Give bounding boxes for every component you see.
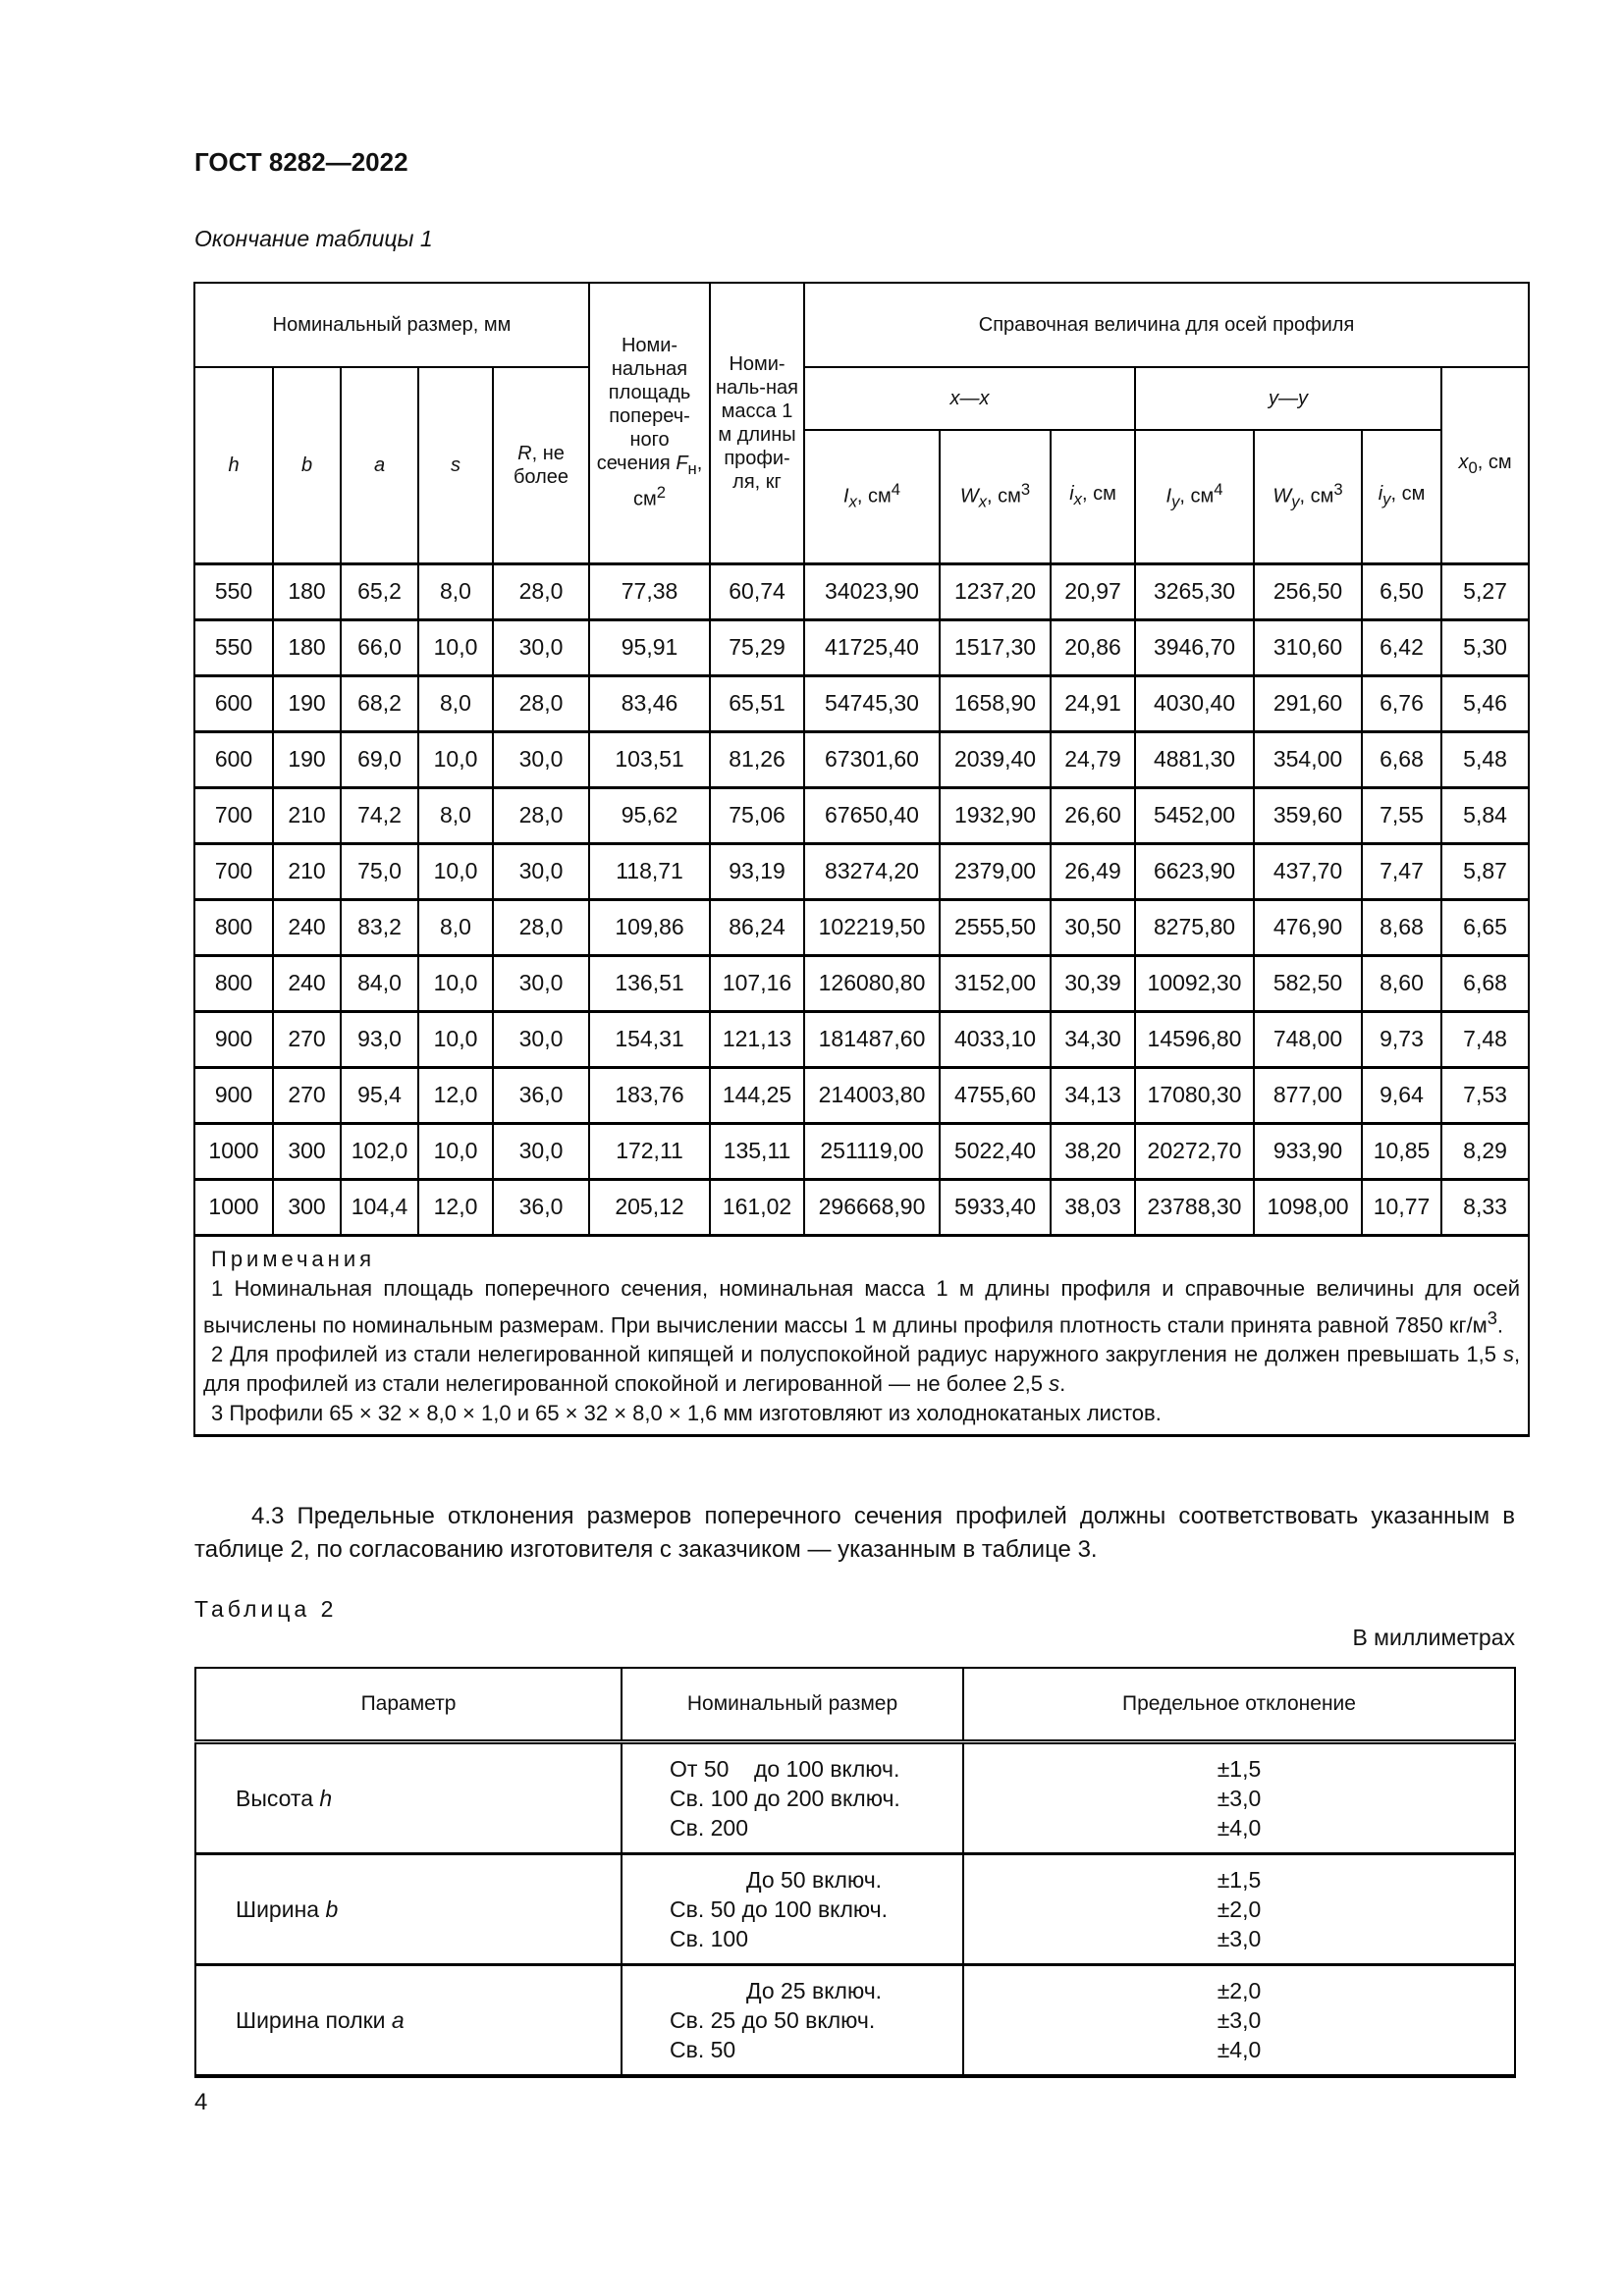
deviation-value: ±3,0 [1217, 1926, 1262, 1951]
table-cell: 256,50 [1254, 563, 1362, 619]
deviation-value: ±3,0 [1217, 1786, 1262, 1811]
table-cell: 10092,30 [1135, 955, 1254, 1011]
table-cell: 1932,90 [940, 787, 1051, 843]
deviation-value: ±3,0 [1217, 2007, 1262, 2033]
table-cell: 154,31 [589, 1011, 710, 1067]
table-row [194, 563, 1529, 619]
table-cell: 36,0 [493, 1179, 589, 1235]
deviation-cell [963, 1965, 1515, 2077]
header-Iy: $I_y$, $см^4$ [1135, 430, 1254, 563]
table-cell: 205,12 [589, 1179, 710, 1235]
R-symbol: R [517, 442, 532, 464]
table-cell: 136,51 [589, 955, 710, 1011]
table-cell: 20,97 [1051, 563, 1135, 619]
table-cell: 359,60 [1254, 787, 1362, 843]
table-cell: 34,30 [1051, 1011, 1135, 1067]
table-cell: 190 [273, 675, 341, 731]
table-cell: 67301,60 [804, 731, 940, 787]
table-cell: 8,0 [418, 899, 493, 955]
table-cell: 5452,00 [1135, 787, 1254, 843]
table-cell: 69,0 [341, 731, 418, 787]
table-row [194, 1067, 1529, 1123]
area-symbol: F [676, 453, 688, 475]
table-cell: 5,27 [1441, 563, 1529, 619]
table-cell: 5,48 [1441, 731, 1529, 787]
table-cell: 77,38 [589, 563, 710, 619]
table-cell: 210 [273, 787, 341, 843]
table-cell: 30,39 [1051, 955, 1135, 1011]
header-a: a [373, 454, 386, 476]
deviation-value: ±4,0 [1217, 2037, 1262, 2062]
table-cell: 270 [273, 1011, 341, 1067]
table-cell: 310,60 [1254, 619, 1362, 675]
table-cell: 95,62 [589, 787, 710, 843]
size-range: Св. 200 [670, 1815, 748, 1841]
size-range: Св. 100 [670, 1926, 748, 1951]
header-nominal-size: Номинальный размер, мм [194, 283, 589, 367]
table-cell: 8,60 [1362, 955, 1441, 1011]
table-cell: 28,0 [493, 787, 589, 843]
size-range: Св. 50 до 100 включ. [670, 1896, 889, 1922]
table-cell: 270 [273, 1067, 341, 1123]
table-row [194, 1179, 1529, 1235]
table-cell: 10,0 [418, 731, 493, 787]
parameter-cell [195, 1965, 622, 2077]
table-cell: 74,2 [341, 787, 418, 843]
table-cell: 34023,90 [804, 563, 940, 619]
table-cell: 6,50 [1362, 563, 1441, 619]
table-cell: 54745,30 [804, 675, 940, 731]
table-cell: 30,0 [493, 843, 589, 899]
table-cell: 28,0 [493, 563, 589, 619]
table-row [194, 1123, 1529, 1179]
table-cell: 93,0 [341, 1011, 418, 1067]
parameter-symbol: b [325, 1896, 339, 1922]
table-cell: 5,84 [1441, 787, 1529, 843]
table-cell: 9,73 [1362, 1011, 1441, 1067]
table-cell: 8,29 [1441, 1123, 1529, 1179]
table-cell: 30,0 [493, 619, 589, 675]
deviation-value: ±2,0 [1217, 1896, 1262, 1922]
table-row [194, 843, 1529, 899]
table-cell: 30,50 [1051, 899, 1135, 955]
table-cell: 144,25 [710, 1067, 804, 1123]
area-pow: 2 [656, 483, 667, 503]
size-range: До 25 включ. [746, 1978, 883, 2003]
table-cell: 65,2 [341, 563, 418, 619]
table-cell: 38,20 [1051, 1123, 1135, 1179]
table-cell: 6,68 [1441, 955, 1529, 1011]
table-cell: 240 [273, 955, 341, 1011]
size-range: До 50 включ. [746, 1867, 883, 1893]
table-cell: 26,60 [1051, 787, 1135, 843]
table-cell: 251119,00 [804, 1123, 940, 1179]
table-cell: 354,00 [1254, 731, 1362, 787]
table-cell: 68,2 [341, 675, 418, 731]
table-cell: 161,02 [710, 1179, 804, 1235]
table-cell: 476,90 [1254, 899, 1362, 955]
table-row [195, 1742, 1515, 1854]
table-cell: 437,70 [1254, 843, 1362, 899]
table-cell: 296668,90 [804, 1179, 940, 1235]
table-row [194, 1011, 1529, 1067]
table-cell: 800 [194, 899, 273, 955]
header-mass: Номи-наль-ная масса 1 м длины профи-ля, кг [710, 283, 804, 563]
table-cell: 107,16 [710, 955, 804, 1011]
table-cell: 30,0 [493, 1123, 589, 1179]
table-cell: 118,71 [589, 843, 710, 899]
table-cell: 6623,90 [1135, 843, 1254, 899]
table-cell: 12,0 [418, 1067, 493, 1123]
header-area [589, 283, 710, 563]
table-cell: 8275,80 [1135, 899, 1254, 955]
document-header: ГОСТ 8282—2022 [194, 147, 408, 177]
header-Ix: $I_x$, $см^4$ [804, 430, 940, 563]
table-row [194, 955, 1529, 1011]
table-cell: 95,91 [589, 619, 710, 675]
table-cell: 83274,20 [804, 843, 940, 899]
table-cell: 10,0 [418, 955, 493, 1011]
table-cell: 14596,80 [1135, 1011, 1254, 1067]
header-Wy: $W_y$, $см^3$ [1254, 430, 1362, 563]
table-cell: 23788,30 [1135, 1179, 1254, 1235]
table-cell: 36,0 [493, 1067, 589, 1123]
table-cell: 1000 [194, 1123, 273, 1179]
table-cell: 104,4 [341, 1179, 418, 1235]
table-continuation-caption: Окончание таблицы 1 [194, 226, 433, 251]
area-sub: н [687, 459, 697, 479]
header-axis-xx: x—x [949, 388, 990, 409]
table-cell: 66,0 [341, 619, 418, 675]
table-cell: 300 [273, 1179, 341, 1235]
header-area-text: Номи-нальная площадь попереч-ного сечения [596, 335, 691, 475]
table-cell: 109,86 [589, 899, 710, 955]
table-row [194, 899, 1529, 955]
table-cell: 2555,50 [940, 899, 1051, 955]
header-s: s [451, 454, 460, 476]
table-cell: 183,76 [589, 1067, 710, 1123]
table-cell: 1517,30 [940, 619, 1051, 675]
table-cell: 3265,30 [1135, 563, 1254, 619]
table-cell: 1237,20 [940, 563, 1051, 619]
table-cell: 5022,40 [940, 1123, 1051, 1179]
table-cell: 30,0 [493, 955, 589, 1011]
table-cell: 24,79 [1051, 731, 1135, 787]
header-Wx: $W_x$, $см^3$ [940, 430, 1051, 563]
table-cell: 81,26 [710, 731, 804, 787]
table-cell: 7,53 [1441, 1067, 1529, 1123]
table-cell: 181487,60 [804, 1011, 940, 1067]
table-cell: 12,0 [418, 1179, 493, 1235]
table-cell: 30,0 [493, 731, 589, 787]
table-cell: 28,0 [493, 899, 589, 955]
table-cell: 34,13 [1051, 1067, 1135, 1123]
table-cell: 5,46 [1441, 675, 1529, 731]
table-cell: 6,42 [1362, 619, 1441, 675]
table-cell: 2039,40 [940, 731, 1051, 787]
parameter-name: Ширина полки [236, 2007, 392, 2033]
table-cell: 300 [273, 1123, 341, 1179]
table-cell: 4755,60 [940, 1067, 1051, 1123]
table-cell: 126080,80 [804, 955, 940, 1011]
table-cell: 26,49 [1051, 843, 1135, 899]
table-cell: 8,33 [1441, 1179, 1529, 1235]
deviation-value: ±1,5 [1217, 1756, 1262, 1782]
page-number: 4 [194, 2089, 208, 2115]
deviation-value: ±1,5 [1217, 1867, 1262, 1893]
parameter-symbol: a [391, 2007, 405, 2033]
table-cell: 600 [194, 675, 273, 731]
header-b: b [300, 454, 313, 476]
table-cell: 4030,40 [1135, 675, 1254, 731]
table-cell: 1098,00 [1254, 1179, 1362, 1235]
table-2-label: Таблица 2 [194, 1596, 338, 1622]
table-row [195, 1854, 1515, 1965]
deviation-cell [963, 1742, 1515, 1854]
table-row [195, 1965, 1515, 2077]
note-3: 3 Профили 65 × 32 × 8,0 × 1,0 и 65 × 32 × 8,0 × 1,6 мм изготовляют из холоднокатаных листов. [211, 1400, 1162, 1425]
deviation-value: ±4,0 [1217, 1815, 1262, 1841]
table-cell: 75,0 [341, 843, 418, 899]
header-parameter: Параметр [195, 1668, 622, 1742]
table-cell: 103,51 [589, 731, 710, 787]
table-cell: 6,76 [1362, 675, 1441, 731]
table-cell: 700 [194, 787, 273, 843]
table-cell: 60,74 [710, 563, 804, 619]
table-cell: 10,0 [418, 843, 493, 899]
table-cell: 135,11 [710, 1123, 804, 1179]
table-cell: 877,00 [1254, 1067, 1362, 1123]
size-range: Св. 25 до 50 включ. [670, 2007, 876, 2033]
table-cell: 121,13 [710, 1011, 804, 1067]
table-cell: 210 [273, 843, 341, 899]
parameter-name: Высота [236, 1786, 320, 1811]
table-cell: 748,00 [1254, 1011, 1362, 1067]
table-cell: 38,03 [1051, 1179, 1135, 1235]
table-cell: 6,68 [1362, 731, 1441, 787]
table-2-units: В миллиметрах [1352, 1625, 1515, 1650]
table-cell: 84,0 [341, 955, 418, 1011]
table-row [194, 731, 1529, 787]
nominal-size-cell [622, 1742, 963, 1854]
table-cell: 800 [194, 955, 273, 1011]
table-cell: 600 [194, 731, 273, 787]
nominal-size-cell [622, 1854, 963, 1965]
table-cell: 4881,30 [1135, 731, 1254, 787]
table-cell: 75,29 [710, 619, 804, 675]
table-cell: 17080,30 [1135, 1067, 1254, 1123]
table-cell: 550 [194, 563, 273, 619]
size-range: Св. 100 до 200 включ. [670, 1786, 900, 1811]
table-cell: 180 [273, 563, 341, 619]
note-1: 1 Номинальная площадь поперечного сечения, номинальная масса 1 м длины профиля и справочные величины для осей вычислены по номинальным размерам. При вычислении массы 1 м длины профиля плотность стали принята равной 7850 $кг/м^3$. [203, 1275, 1521, 1337]
paragraph-4-3: 4.3 Предельные отклонения размеров поперечного сечения профилей должны соответствовать указанным в таблице 2, по согласованию изготовителя с заказчиком — указанным в таблице 3. [194, 1503, 1515, 1563]
parameter-cell [195, 1742, 622, 1854]
table-cell: 10,0 [418, 1011, 493, 1067]
area-unit: , см [633, 453, 703, 511]
table-cell: 10,0 [418, 619, 493, 675]
note-2: 2 Для профилей из стали нелегированной кипящей и полуспокойной радиус наружного закругления не должен превышать 1,5 s, для профилей из стали нелегированной спокойной и легированной — не более 2,5 s. [203, 1341, 1521, 1396]
table-cell: 900 [194, 1011, 273, 1067]
table-cell: 190 [273, 731, 341, 787]
table-cell: 8,68 [1362, 899, 1441, 955]
header-deviation: Предельное отклонение [963, 1668, 1515, 1742]
table-cell: 214003,80 [804, 1067, 940, 1123]
header-reference: Справочная величина для осей профиля [804, 283, 1529, 367]
table-cell: 8,0 [418, 563, 493, 619]
table-cell: 10,0 [418, 1123, 493, 1179]
table-cell: 172,11 [589, 1123, 710, 1179]
table-cell: 5,30 [1441, 619, 1529, 675]
deviation-cell [963, 1854, 1515, 1965]
table-cell: 7,47 [1362, 843, 1441, 899]
table-cell: 2379,00 [940, 843, 1051, 899]
R-text: , не более [513, 442, 569, 488]
table-cell: 10,77 [1362, 1179, 1441, 1235]
table-cell: 7,55 [1362, 787, 1441, 843]
table-cell: 5,87 [1441, 843, 1529, 899]
table-row [194, 787, 1529, 843]
table-cell: 95,4 [341, 1067, 418, 1123]
table-cell: 83,46 [589, 675, 710, 731]
table-cell: 291,60 [1254, 675, 1362, 731]
table-cell: 7,48 [1441, 1011, 1529, 1067]
table-cell: 102,0 [341, 1123, 418, 1179]
table-row [194, 675, 1529, 731]
header-R [493, 367, 589, 563]
table-cell: 86,24 [710, 899, 804, 955]
profile-table [193, 282, 1530, 1437]
table-cell: 65,51 [710, 675, 804, 731]
parameter-name: Ширина [236, 1896, 326, 1922]
table-cell: 83,2 [341, 899, 418, 955]
table-cell: 9,64 [1362, 1067, 1441, 1123]
table-cell: 3152,00 [940, 955, 1051, 1011]
table-cell: 582,50 [1254, 955, 1362, 1011]
header-iy: $i_y$, см [1362, 430, 1441, 563]
table-cell: 93,19 [710, 843, 804, 899]
table-cell: 4033,10 [940, 1011, 1051, 1067]
table-cell: 8,0 [418, 675, 493, 731]
header-ix: $i_x$, см [1051, 430, 1135, 563]
table-cell: 6,65 [1441, 899, 1529, 955]
table-cell: 67650,40 [804, 787, 940, 843]
table-cell: 20,86 [1051, 619, 1135, 675]
table-cell: 20272,70 [1135, 1123, 1254, 1179]
table-row [194, 619, 1529, 675]
table-cell: 5933,40 [940, 1179, 1051, 1235]
header-x0: $x_0$, см [1441, 367, 1529, 563]
notes-title: Примечания [211, 1246, 376, 1271]
size-range: От 50 до 100 включ. [670, 1756, 900, 1782]
header-h: h [228, 454, 240, 476]
parameter-symbol: h [319, 1786, 333, 1811]
table-cell: 240 [273, 899, 341, 955]
table-cell: 700 [194, 843, 273, 899]
table-cell: 933,90 [1254, 1123, 1362, 1179]
header-axis-yy: y—y [1269, 388, 1309, 409]
table-cell: 1658,90 [940, 675, 1051, 731]
table-cell: 41725,40 [804, 619, 940, 675]
size-range: Св. 50 [670, 2037, 736, 2062]
table-cell: 180 [273, 619, 341, 675]
deviation-value: ±2,0 [1217, 1978, 1262, 2003]
table-cell: 3946,70 [1135, 619, 1254, 675]
table-cell: 102219,50 [804, 899, 940, 955]
parameter-cell [195, 1854, 622, 1965]
table-cell: 550 [194, 619, 273, 675]
table-notes [194, 1235, 1529, 1435]
table-cell: 900 [194, 1067, 273, 1123]
table-cell: 24,91 [1051, 675, 1135, 731]
table-cell: 1000 [194, 1179, 273, 1235]
table-cell: 30,0 [493, 1011, 589, 1067]
tolerance-table [194, 1667, 1516, 2078]
table-cell: 10,85 [1362, 1123, 1441, 1179]
table-cell: 75,06 [710, 787, 804, 843]
table-cell: 28,0 [493, 675, 589, 731]
table-cell: 8,0 [418, 787, 493, 843]
nominal-size-cell [622, 1965, 963, 2077]
header-nominal: Номинальный размер [622, 1668, 963, 1742]
